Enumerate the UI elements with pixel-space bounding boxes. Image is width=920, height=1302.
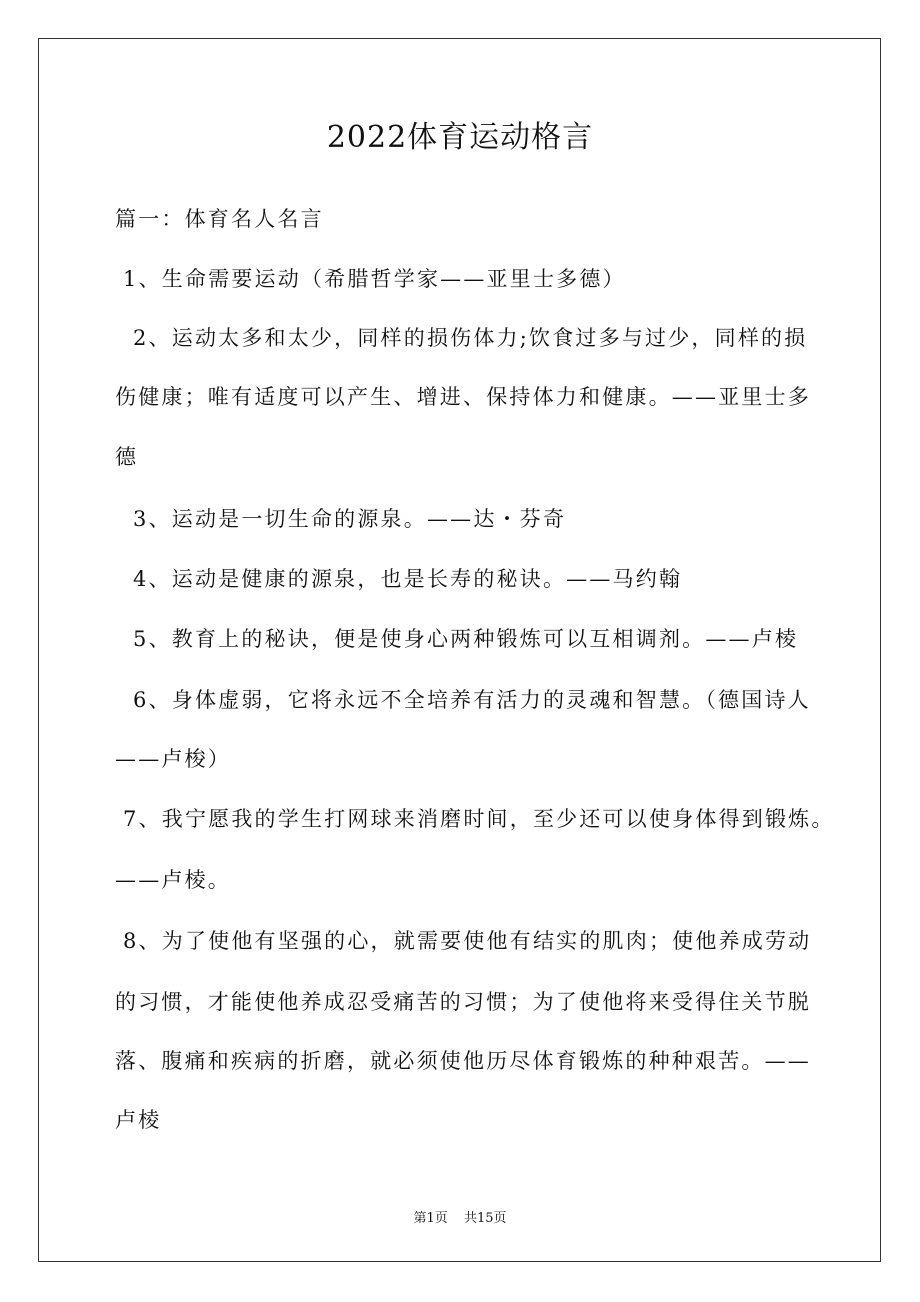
- quote-line: 6、身体虚弱，它将永远不全培养有活力的灵魂和智慧。（德国诗人: [133, 688, 811, 712]
- quote-line: 7、我宁愿我的学生打网球来消磨时间，至少还可以使身体得到锻炼。: [123, 807, 835, 831]
- quote-line: 的习惯，才能使他养成忍受痛苦的习惯；为了使他将来受得住关节脱: [115, 990, 811, 1014]
- quote-line: 5、教育上的秘诀，便是使身心两种锻炼可以互相调剂。——卢棱: [133, 627, 799, 651]
- section-heading: 篇一：体育名人名言: [115, 207, 324, 231]
- quote-line: 4、运动是健康的源泉，也是长寿的秘诀。——马约翰: [133, 567, 683, 591]
- quote-line: 3、运动是一切生命的源泉。——达・芬奇: [133, 507, 567, 531]
- quote-line: 落、腹痛和疾病的折磨，就必须使他历尽体育锻炼的种种艰苦。——: [115, 1049, 811, 1073]
- quote-line: 8、为了使他有坚强的心，就需要使他有结实的肌肉；使他养成劳动: [123, 929, 812, 953]
- page-number: 第1页: [413, 1211, 448, 1226]
- quote-line: 卢棱: [115, 1108, 162, 1132]
- quote-line: ——卢梭）: [115, 747, 231, 771]
- quote-line: 伤健康；唯有适度可以产生、增进、保持体力和健康。——亚里士多: [115, 385, 811, 409]
- quote-line: 1、生命需要运动（希腊哲学家——亚里士多德）: [123, 267, 626, 291]
- quote-line: 德: [115, 445, 139, 469]
- page-footer: [0, 1207, 920, 1226]
- quote-line: ——卢棱。: [115, 868, 231, 892]
- document-title: 2022体育运动格言: [326, 120, 594, 155]
- quote-line: 2、运动太多和太少，同样的损伤体力;饮食过多与过少，同样的损: [133, 326, 808, 350]
- page-total: 共15页: [463, 1211, 507, 1226]
